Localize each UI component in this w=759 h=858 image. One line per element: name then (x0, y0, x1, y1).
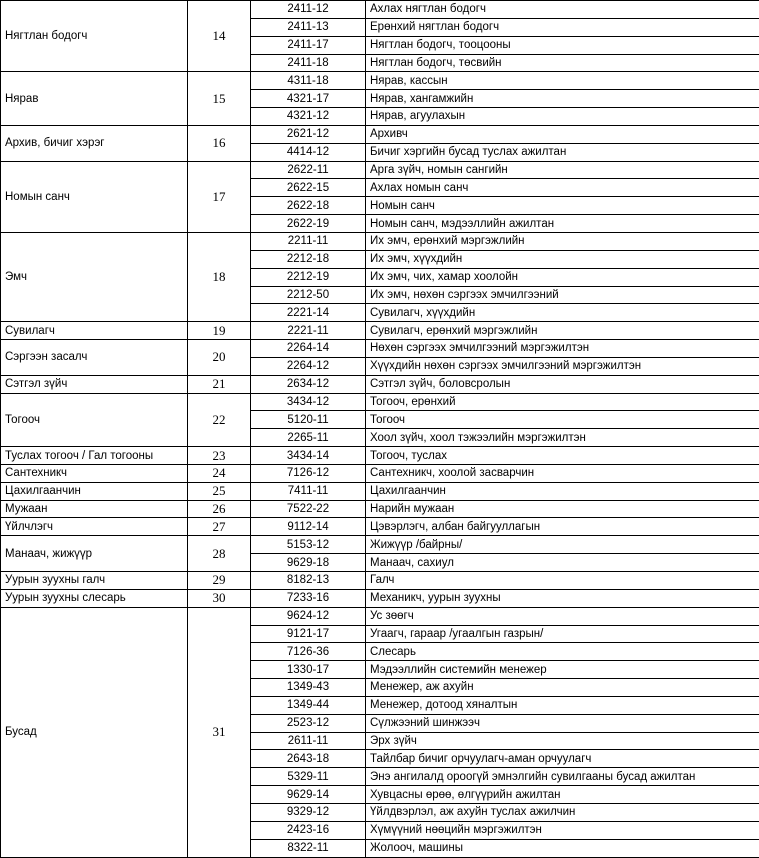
table-row (1, 589, 759, 607)
occupation-code-cell: 4321-17 (251, 90, 366, 108)
occupation-code-cell: 9624-12 (251, 607, 366, 625)
occupation-title-cell: Архивч (366, 125, 759, 143)
table-row (1, 1, 759, 19)
occupation-code-cell: 2221-11 (251, 322, 366, 340)
group-name-cell: Сэргээн засалч (1, 340, 188, 376)
occupation-code-cell: 2622-11 (251, 161, 366, 179)
occupation-code-cell: 2411-18 (251, 54, 366, 72)
occupation-code-cell: 2622-15 (251, 179, 366, 197)
occupation-title-cell: Манаач, сахиул (366, 554, 759, 572)
occupation-code-cell: 3434-12 (251, 393, 366, 411)
occupation-code-cell: 2212-19 (251, 268, 366, 286)
occupation-title-cell: Тогооч, туслах (366, 447, 759, 465)
occupation-title-cell: Нарийн мужаан (366, 500, 759, 518)
occupation-code-cell: 9112-14 (251, 518, 366, 536)
occupation-title-cell: Тогооч (366, 411, 759, 429)
table-row (1, 393, 759, 411)
table-row (1, 482, 759, 500)
group-number-cell: 17 (188, 161, 251, 232)
table-row (1, 72, 759, 90)
group-number-cell: 16 (188, 125, 251, 161)
occupation-title-cell: Ерөнхий нягтлан бодогч (366, 18, 759, 36)
occupation-title-cell: Слесарь (366, 643, 759, 661)
occupation-title-cell: Угаагч, гараар /угаалгын газрын/ (366, 625, 759, 643)
group-number-cell: 20 (188, 340, 251, 376)
occupation-title-cell: Тогооч, ерөнхий (366, 393, 759, 411)
occupation-code-cell: 5120-11 (251, 411, 366, 429)
table-row (1, 572, 759, 590)
group-number-cell: 26 (188, 500, 251, 518)
occupation-title-cell: Хоол зүйч, хоол тэжээлийн мэргэжилтэн (366, 429, 759, 447)
occupation-code-cell: 5329-11 (251, 768, 366, 786)
occupation-title-cell: Нягтлан бодогч, тооцооны (366, 36, 759, 54)
group-name-cell: Манаач, жижүүр (1, 536, 188, 572)
occupation-code-cell: 9629-18 (251, 554, 366, 572)
group-name-cell: Үйлчлэгч (1, 518, 188, 536)
occupation-title-cell: Менежер, дотоод хяналтын (366, 696, 759, 714)
occupation-code-cell: 5153-12 (251, 536, 366, 554)
group-number-cell: 24 (188, 464, 251, 482)
occupation-code-cell: 7126-36 (251, 643, 366, 661)
occupation-title-cell: Үйлдвэрлэл, аж ахуйн туслах ажилчин (366, 803, 759, 821)
occupation-title-cell: Тайлбар бичиг орчуулагч-аман орчуулагч (366, 750, 759, 768)
group-number-cell: 23 (188, 447, 251, 465)
occupation-code-cell: 7411-11 (251, 482, 366, 500)
occupation-code-cell: 2523-12 (251, 714, 366, 732)
occupation-title-cell: Сувилагч, хүүхдийн (366, 304, 759, 322)
group-number-cell: 19 (188, 322, 251, 340)
occupation-code-cell: 8322-11 (251, 839, 366, 857)
occupation-title-cell: Цахилгаанчин (366, 482, 759, 500)
occupation-code-cell: 2423-16 (251, 821, 366, 839)
group-name-cell: Номын санч (1, 161, 188, 232)
table-row (1, 518, 759, 536)
occupation-title-cell: Хувцасны өрөө, өлгүүрийн ажилтан (366, 786, 759, 804)
group-name-cell: Цахилгаанчин (1, 482, 188, 500)
occupation-title-cell: Их эмч, нөхөн сэргээх эмчилгээний (366, 286, 759, 304)
occupation-code-cell: 2264-14 (251, 340, 366, 358)
occupation-title-cell: Нярав, хангамжийн (366, 90, 759, 108)
group-number-cell: 14 (188, 1, 251, 72)
group-name-cell: Мужаан (1, 500, 188, 518)
occupation-code-cell: 2411-13 (251, 18, 366, 36)
group-number-cell: 28 (188, 536, 251, 572)
table-row (1, 447, 759, 465)
occupation-title-cell: Бичиг хэргийн бусад туслах ажилтан (366, 143, 759, 161)
occupation-title-cell: Сувилагч, ерөнхий мэргэжлийн (366, 322, 759, 340)
table-row (1, 161, 759, 179)
occupation-title-cell: Арга зүйч, номын сангийн (366, 161, 759, 179)
occupation-code-cell: 2411-12 (251, 1, 366, 19)
table-row (1, 464, 759, 482)
occupation-title-cell: Жижүүр /байрны/ (366, 536, 759, 554)
occupation-code-cell: 2212-18 (251, 250, 366, 268)
occupation-title-cell: Ус зөөгч (366, 607, 759, 625)
group-name-cell: Архив, бичиг хэрэг (1, 125, 188, 161)
occupation-title-cell: Сантехникч, хоолой засварчин (366, 464, 759, 482)
occupation-code-cell: 7233-16 (251, 589, 366, 607)
table-row (1, 340, 759, 358)
occupation-code-cell: 2411-17 (251, 36, 366, 54)
occupation-title-cell: Энэ ангилалд ороогүй эмнэлгийн сувилгааны бусад ажилтан (366, 768, 759, 786)
occupation-title-cell: Их эмч, хүүхдийн (366, 250, 759, 268)
group-name-cell: Уурын зуухны слесарь (1, 589, 188, 607)
group-name-cell: Туслах тогооч / Гал тогооны (1, 447, 188, 465)
group-number-cell: 21 (188, 375, 251, 393)
group-name-cell: Эмч (1, 232, 188, 321)
group-name-cell: Сэтгэл зүйч (1, 375, 188, 393)
occupation-title-cell: Ахлах номын санч (366, 179, 759, 197)
table-row (1, 322, 759, 340)
group-number-cell: 30 (188, 589, 251, 607)
occupation-code-cell: 2622-18 (251, 197, 366, 215)
occupation-code-cell: 7126-12 (251, 464, 366, 482)
group-number-cell: 27 (188, 518, 251, 536)
occupation-code-cell: 2212-50 (251, 286, 366, 304)
occupation-title-cell: Ахлах нягтлан бодогч (366, 1, 759, 19)
table-row (1, 125, 759, 143)
group-name-cell: Уурын зуухны галч (1, 572, 188, 590)
occupation-title-cell: Нөхөн сэргээх эмчилгээний мэргэжилтэн (366, 340, 759, 358)
occupation-title-cell: Цэвэрлэгч, албан байгууллагын (366, 518, 759, 536)
occupation-code-cell: 3434-14 (251, 447, 366, 465)
occupation-code-cell: 7522-22 (251, 500, 366, 518)
occupation-title-cell: Их эмч, ерөнхий мэргэжлийн (366, 232, 759, 250)
occupation-title-cell: Механикч, уурын зуухны (366, 589, 759, 607)
group-name-cell: Сувилагч (1, 322, 188, 340)
group-name-cell: Тогооч (1, 393, 188, 447)
group-number-cell: 22 (188, 393, 251, 447)
occupation-table-body (1, 1, 759, 858)
occupation-code-cell: 1330-17 (251, 661, 366, 679)
occupation-title-cell: Номын санч (366, 197, 759, 215)
occupation-code-cell: 9629-14 (251, 786, 366, 804)
occupation-title-cell: Сэтгэл зүйч, боловсролын (366, 375, 759, 393)
occupation-title-cell: Галч (366, 572, 759, 590)
occupation-code-cell: 2634-12 (251, 375, 366, 393)
group-name-cell: Бусад (1, 607, 188, 857)
occupation-code-cell: 9329-12 (251, 803, 366, 821)
occupation-code-cell: 4414-12 (251, 143, 366, 161)
occupation-code-cell: 2611-11 (251, 732, 366, 750)
group-name-cell: Нягтлан бодогч (1, 1, 188, 72)
group-number-cell: 18 (188, 232, 251, 321)
group-number-cell: 31 (188, 607, 251, 857)
occupation-code-cell: 4311-18 (251, 72, 366, 90)
table-row (1, 375, 759, 393)
occupation-code-cell: 9121-17 (251, 625, 366, 643)
occupation-code-cell: 8182-13 (251, 572, 366, 590)
occupation-title-cell: Нярав, кассын (366, 72, 759, 90)
occupation-title-cell: Жолооч, машины (366, 839, 759, 857)
occupation-code-cell: 2264-12 (251, 357, 366, 375)
occupation-title-cell: Нягтлан бодогч, төсвийн (366, 54, 759, 72)
occupation-code-cell: 2621-12 (251, 125, 366, 143)
group-number-cell: 25 (188, 482, 251, 500)
occupation-code-cell: 1349-43 (251, 679, 366, 697)
occupation-code-cell: 2622-19 (251, 215, 366, 233)
occupation-title-cell: Их эмч, чих, хамар хоолойн (366, 268, 759, 286)
table-row (1, 500, 759, 518)
table-row (1, 607, 759, 625)
table-row (1, 536, 759, 554)
occupation-title-cell: Мэдээллийн системийн менежер (366, 661, 759, 679)
occupation-title-cell: Хүмүүний нөөцийн мэргэжилтэн (366, 821, 759, 839)
occupation-title-cell: Сүлжээний шинжээч (366, 714, 759, 732)
occupation-title-cell: Эрх зүйч (366, 732, 759, 750)
group-number-cell: 15 (188, 72, 251, 126)
occupation-title-cell: Менежер, аж ахуйн (366, 679, 759, 697)
table-row (1, 232, 759, 250)
occupation-code-cell: 2221-14 (251, 304, 366, 322)
occupation-code-cell: 2643-18 (251, 750, 366, 768)
occupation-title-cell: Хүүхдийн нөхөн сэргээх эмчилгээний мэргэжилтэн (366, 357, 759, 375)
occupation-title-cell: Номын санч, мэдээллийн ажилтан (366, 215, 759, 233)
occupation-title-cell: Нярав, агуулахын (366, 108, 759, 126)
occupation-code-cell: 2211-11 (251, 232, 366, 250)
group-name-cell: Нярав (1, 72, 188, 126)
occupation-code-cell: 1349-44 (251, 696, 366, 714)
occupation-code-cell: 2265-11 (251, 429, 366, 447)
group-number-cell: 29 (188, 572, 251, 590)
group-name-cell: Сантехникч (1, 464, 188, 482)
occupation-code-cell: 4321-12 (251, 108, 366, 126)
